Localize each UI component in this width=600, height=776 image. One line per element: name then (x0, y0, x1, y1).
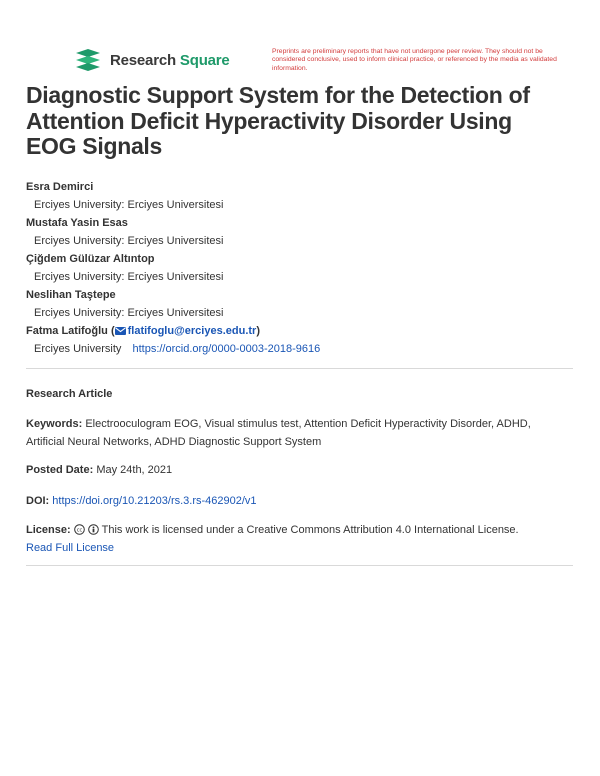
license-text: This work is licensed under a Creative Commons Attribution 4.0 International License. (101, 524, 519, 536)
article-type (26, 386, 571, 404)
research-square-logo[interactable] (74, 48, 230, 72)
posted-date-value: May 24th, 2021 (96, 464, 173, 476)
corresponding-author (26, 322, 566, 340)
author-name: Çiğdem Gülüzar Altıntop (26, 253, 155, 265)
read-full-license-link[interactable]: Read Full License (26, 541, 115, 554)
orcid-link[interactable]: https://orcid.org/0000-0003-2018-9616 (132, 343, 321, 355)
section-divider (26, 368, 573, 369)
corresponding-affiliation: Erciyes University (34, 343, 122, 355)
author-name: Neslihan Taştepe (26, 289, 116, 301)
attribution-icon (88, 524, 99, 535)
research-square-logo-icon (74, 48, 102, 72)
keywords-section (26, 416, 571, 451)
section-divider (26, 565, 573, 566)
keywords-text: Electrooculogram EOG, Visual stimulus test, Attention Deficit Hyperactivity Disorder, ADHD, Artificial Neural Networks, ADHD Diagnostic Support System (26, 418, 531, 448)
open-paren: ( (110, 325, 115, 337)
author-name: Mustafa Yasin Esas (26, 217, 128, 229)
posted-date-label: Posted Date: (26, 464, 94, 476)
header (74, 48, 574, 76)
author-affiliation: Erciyes University: Erciyes Universitesi (34, 271, 224, 283)
email-address: flatifoglu@erciyes.edu.tr (127, 325, 257, 337)
posted-date-section (26, 462, 571, 480)
email-link[interactable] (115, 325, 257, 337)
author-affiliation: Erciyes University: Erciyes Universitesi (34, 199, 224, 211)
doi-section (26, 493, 571, 511)
author-list (26, 178, 566, 358)
license-label: License: (26, 524, 71, 536)
envelope-icon (115, 327, 126, 335)
creative-commons-icon (74, 524, 85, 535)
corresponding-author-name: Fatma Latifoğlu (26, 325, 108, 337)
brand-name: Research Square (110, 51, 230, 69)
paper-title: Diagnostic Support System for the Detection of Attention Deficit Hyperactivity Disorder Using EOG Signals (26, 82, 530, 159)
corresponding-affiliation-row (26, 340, 566, 358)
preprint-disclaimer: Preprints are preliminary reports that have not undergone peer review. They should not be considered conclusive, used to inform clinical practice, or referenced by the media as validated information. (272, 48, 557, 72)
author-name: Esra Demirci (26, 181, 94, 193)
license-section (26, 522, 571, 557)
author-affiliation: Erciyes University: Erciyes Universitesi (34, 235, 224, 247)
keywords-label: Keywords: (26, 418, 83, 430)
close-paren: ) (256, 325, 260, 337)
svg-text:cc: cc (76, 527, 82, 534)
doi-label: DOI: (26, 495, 50, 507)
doi-link[interactable]: https://doi.org/10.21203/rs.3.rs-462902/v1 (52, 495, 257, 507)
author-affiliation: Erciyes University: Erciyes Universitesi (34, 307, 224, 319)
article-type-label: Research Article (26, 388, 113, 400)
